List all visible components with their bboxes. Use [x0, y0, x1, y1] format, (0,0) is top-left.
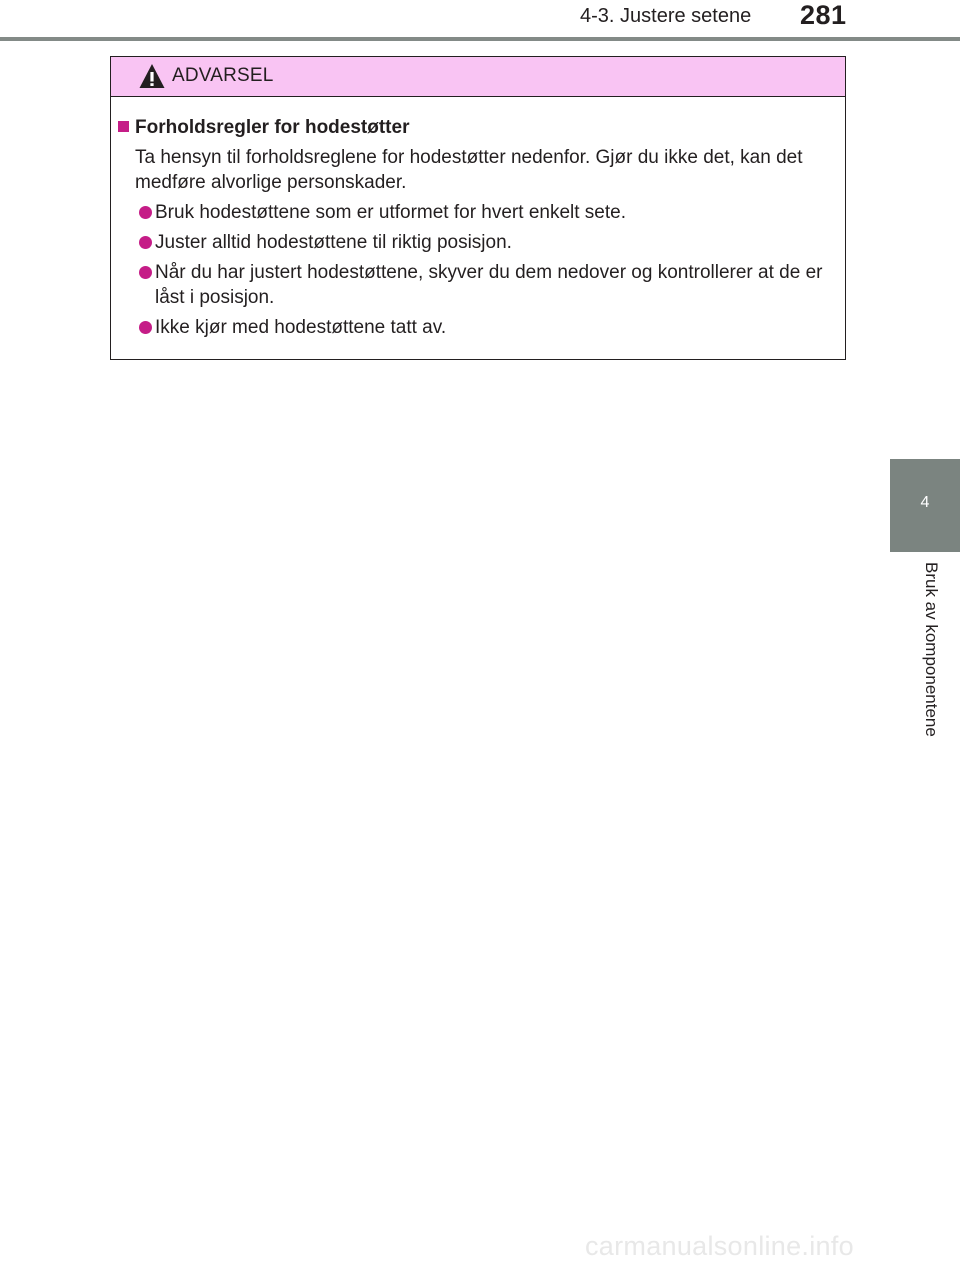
bullet-dot-icon	[139, 321, 152, 334]
watermark-text: carmanualsonline.info	[585, 1234, 854, 1261]
list-item	[135, 230, 840, 255]
header-section-title: 4-3. Justere setene	[580, 5, 752, 27]
chapter-tab	[890, 459, 960, 552]
list-item	[135, 260, 840, 310]
chapter-title: Bruk av komponentene	[922, 562, 941, 737]
chapter-number: 4	[920, 494, 930, 511]
square-bullet-icon	[118, 121, 129, 132]
warning-header	[111, 57, 845, 97]
warning-triangle-icon	[138, 62, 166, 90]
bullet-dot-icon	[139, 206, 152, 219]
header-rule	[0, 37, 960, 41]
bullet-dot-icon	[139, 236, 152, 249]
list-item	[135, 315, 840, 340]
list-item-text: Bruk hodestøttene som er utformet for hvert enkelt sete.	[155, 202, 626, 223]
watermark	[585, 1234, 955, 1263]
list-item-text: Når du har justert hodestøttene, skyver du dem nedover og kontrollerer at de er låst i posisjon.	[155, 262, 823, 308]
warning-title: ADVARSEL	[172, 65, 274, 86]
section-heading-text: Forholdsregler for hodestøtter	[135, 117, 410, 138]
intro-paragraph: Ta hensyn til forholdsreglene for hodestøtter nedenfor. Gjør du ikke det, kan det medføre alvorlige personskader.	[135, 147, 803, 193]
list-item-text: Ikke kjør med hodestøttene tatt av.	[155, 317, 447, 338]
chapter-title-vertical	[920, 562, 942, 772]
page-number: 281	[800, 0, 847, 30]
section-heading	[118, 117, 409, 139]
bullet-dot-icon	[139, 266, 152, 279]
warning-box	[110, 56, 846, 360]
list-item-text: Juster alltid hodestøttene til riktig posisjon.	[155, 232, 512, 253]
list-item	[135, 200, 840, 225]
